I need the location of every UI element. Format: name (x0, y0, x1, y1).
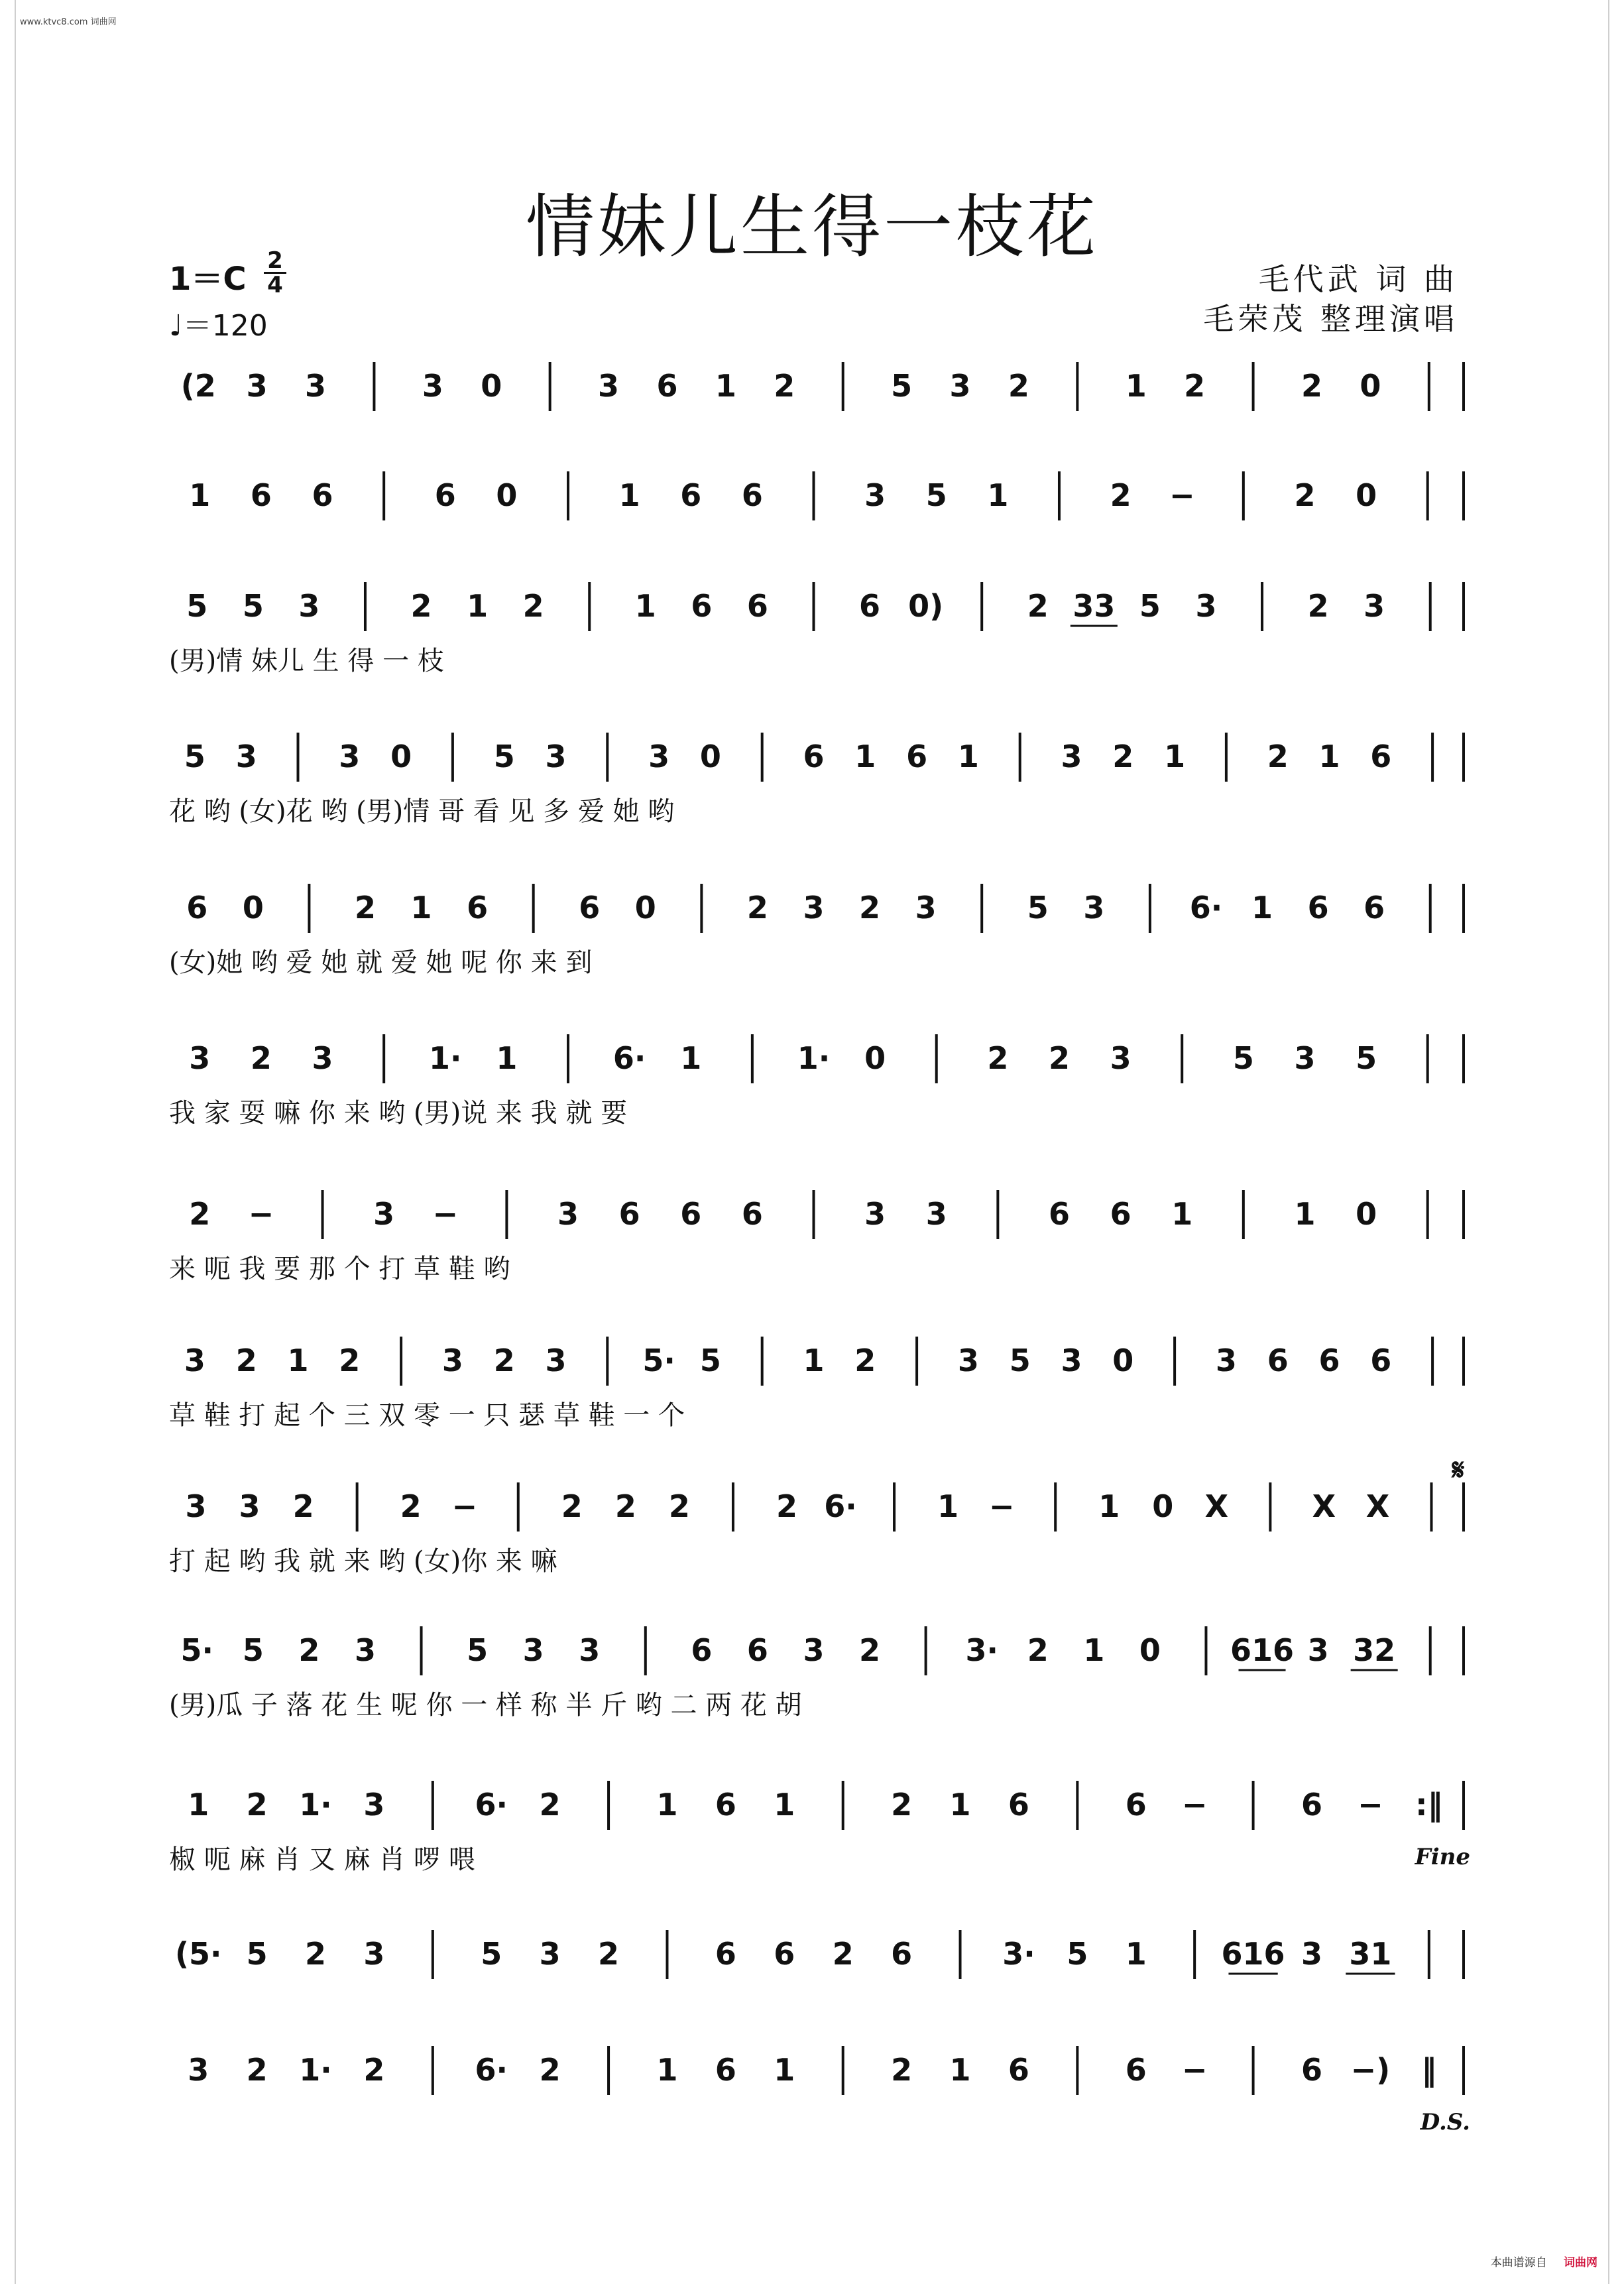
note-token: 1 (1171, 1196, 1193, 1232)
note-token: 6· (475, 1787, 508, 1823)
note-token: 2 (292, 1488, 314, 1524)
note-token: 3 (864, 1196, 886, 1232)
note-token: 3 (246, 368, 268, 404)
note-token: 3· (965, 1632, 998, 1668)
note-token: 1 (803, 1343, 825, 1378)
note-token: 1 (987, 477, 1009, 513)
note-token: 6· (612, 1040, 646, 1076)
note-token: 33 (1073, 588, 1116, 624)
note-token: 1 (1125, 1936, 1147, 1972)
note-token: 3 (522, 1632, 544, 1668)
note-token: 6 (906, 739, 928, 774)
note-token: − (988, 1488, 1015, 1524)
lyrics-line: 打 起 哟 我 就 来 哟 (女)你 来 嘛 (169, 1546, 557, 1577)
note-token: 3 (864, 477, 886, 513)
note-token: 6· (824, 1488, 857, 1524)
note-token: 616 (1221, 1936, 1285, 1972)
note-token: 1 (467, 588, 489, 624)
note-token: :‖ (1415, 1787, 1443, 1823)
note-token: 3 (184, 1343, 205, 1378)
note-token: 5 (1067, 1936, 1088, 1972)
note-token: 5· (642, 1343, 675, 1378)
note-token: 6 (746, 588, 768, 624)
note-token: 2 (363, 2052, 385, 2088)
note-token: 0 (634, 890, 656, 926)
lyrics-line: 我 家 耍 嘛 你 来 哟 (男)说 来 我 就 要 (169, 1098, 628, 1128)
note-token: 5 (699, 1343, 721, 1378)
note-token: 5 (184, 739, 205, 774)
note-token: 1 (656, 1787, 678, 1823)
note-token: 2 (746, 890, 768, 926)
note-token: 5 (467, 1632, 489, 1668)
note-token: 5 (891, 368, 913, 404)
note-token: 0 (1356, 477, 1377, 513)
note-token: 2 (891, 2052, 913, 2088)
note-token: 31 (1349, 1936, 1392, 1972)
note-token: 3 (1061, 1343, 1082, 1378)
note-token: 1 (1318, 739, 1340, 774)
note-token: 0 (864, 1040, 886, 1076)
site-label: www.ktvc8.com 词曲网 (20, 17, 117, 27)
note-token: 5· (180, 1632, 214, 1668)
note-token: 3 (305, 368, 327, 404)
note-token: 1 (188, 1787, 209, 1823)
note-token: 3 (339, 739, 361, 774)
note-token: 3 (545, 739, 567, 774)
footer-text: 本曲谱源自 (1490, 2256, 1547, 2269)
note-token: 1 (774, 2052, 795, 2088)
note-token: 1 (1294, 1196, 1316, 1232)
note-token: 3 (557, 1196, 579, 1232)
note-token: 6 (312, 477, 333, 513)
note-token: 0 (496, 477, 518, 513)
note-token: 1 (1125, 368, 1147, 404)
note-token: 0 (390, 739, 412, 774)
note-token: 2 (189, 1196, 211, 1232)
note-token: 5 (186, 588, 208, 624)
note-token: 1 (634, 588, 656, 624)
note-token: 1 (957, 739, 979, 774)
footer-brand: 词曲网 (1564, 2256, 1597, 2269)
note-token: 2 (298, 1632, 320, 1668)
note-token: (5· (174, 1936, 222, 1972)
note-token: −) (1350, 2052, 1391, 2088)
note-token: 1 (949, 2052, 971, 2088)
note-token: 0 (242, 890, 264, 926)
note-token: 6 (715, 1936, 736, 1972)
note-token: 2 (859, 1632, 881, 1668)
lyrics-line: 椒 呃 麻 肖 又 麻 肖 啰 喂 (169, 1844, 475, 1875)
note-token: 3 (363, 1936, 385, 1972)
note-token: 0 (699, 739, 721, 774)
note-token: 6 (691, 1632, 713, 1668)
note-token: 2 (1027, 588, 1049, 624)
note-token: 6 (1370, 739, 1392, 774)
note-token: 6 (1008, 2052, 1029, 2088)
note-token: 2 (539, 1787, 561, 1823)
note-token: 616 (1230, 1632, 1295, 1668)
note-token: 2 (854, 1343, 876, 1378)
note-token: 6 (1363, 890, 1385, 926)
note-token: 0 (1152, 1488, 1174, 1524)
note-token: 6 (1267, 1343, 1289, 1378)
note-token: 1· (429, 1040, 462, 1076)
time-signature-top: 2 (267, 247, 283, 274)
note-token: − (1181, 2052, 1208, 2088)
footer-source (1491, 2253, 1597, 2269)
tempo-marking: ♩＝120 (169, 309, 268, 343)
note-token: 6· (1189, 890, 1223, 926)
segno-marking: 𝄋 (1452, 1453, 1465, 1487)
note-token: 2 (493, 1343, 515, 1378)
note-token: 1 (854, 739, 876, 774)
note-token: 3 (239, 1488, 261, 1524)
note-token: 1· (299, 2052, 332, 2088)
note-token: 3 (298, 588, 320, 624)
note-token: 2 (1307, 588, 1329, 624)
note-token: 2 (235, 1343, 257, 1378)
note-token: 1 (937, 1488, 959, 1524)
note-token: 6 (1301, 2052, 1322, 2088)
note-token: ‖ (1421, 2052, 1437, 2088)
note-token: 3 (235, 739, 257, 774)
note-token: 3 (803, 1632, 825, 1668)
note-token: 2 (1184, 368, 1206, 404)
note-token: 6 (891, 1936, 913, 1972)
note-token: 2 (250, 1040, 272, 1076)
note-token: 3 (188, 2052, 209, 2088)
note-token: 6 (680, 477, 702, 513)
note-token: 5 (1139, 588, 1161, 624)
note-token: 3 (915, 890, 937, 926)
note-token: 3 (545, 1343, 567, 1378)
note-token: 6 (774, 1936, 795, 1972)
page-title: 情妹儿生得一枝花 (525, 186, 1098, 267)
note-token: 32 (1353, 1632, 1396, 1668)
note-token: 5 (242, 588, 264, 624)
note-token: 1 (287, 1343, 309, 1378)
note-token: 6 (746, 1632, 768, 1668)
note-token: 6 (741, 1196, 763, 1232)
note-token: 0) (908, 588, 944, 624)
note-token: 2 (598, 1936, 620, 1972)
note-token: 1 (1251, 890, 1273, 926)
lyrics-line: 来 呃 我 要 那 个 打 草 鞋 哟 (169, 1254, 510, 1284)
note-token: 2 (1294, 477, 1316, 513)
note-token: 3 (1110, 1040, 1131, 1076)
note-token: 3 (422, 368, 443, 404)
note-token: 1 (656, 2052, 678, 2088)
note-token: 6 (1370, 1343, 1392, 1378)
note-token: 5 (925, 477, 947, 513)
note-token: 6 (691, 588, 713, 624)
note-token: 3· (1002, 1936, 1035, 1972)
time-signature-bottom: 4 (264, 272, 286, 296)
note-token: 2 (246, 1787, 268, 1823)
note-token: 6 (859, 588, 881, 624)
note-token: 6 (467, 890, 489, 926)
note-token: 2 (539, 2052, 561, 2088)
note-token: 1 (680, 1040, 702, 1076)
note-token: 2 (354, 890, 376, 926)
note-token: 2 (1112, 739, 1134, 774)
note-token: 3 (354, 1632, 376, 1668)
note-token: 1· (299, 1787, 332, 1823)
note-token: 2 (668, 1488, 690, 1524)
note-token: 5 (246, 1936, 268, 1972)
note-token: − (451, 1488, 478, 1524)
note-token: 3 (1195, 588, 1217, 624)
note-token: 0 (1112, 1343, 1134, 1378)
note-token: 2 (1027, 1632, 1049, 1668)
note-token: 2 (987, 1040, 1009, 1076)
note-token: 6 (680, 1196, 702, 1232)
note-token: 3 (441, 1343, 463, 1378)
note-token: 6 (1125, 2052, 1147, 2088)
note-token: 6 (656, 368, 678, 404)
note-token: 1 (496, 1040, 518, 1076)
note-token: 1 (1083, 1632, 1105, 1668)
note-token: 1 (410, 890, 432, 926)
note-token: 1 (1098, 1488, 1120, 1524)
note-token: 0 (1360, 368, 1381, 404)
lyrics-line: 草 鞋 打 起 个 三 双 零 一 只 瑟 草 鞋 一 个 (169, 1400, 685, 1431)
note-token: 5 (481, 1936, 502, 1972)
note-token: 3 (373, 1196, 395, 1232)
note-token: 3 (598, 368, 620, 404)
note-token: 2 (832, 1936, 854, 1972)
note-token: 5 (1232, 1040, 1254, 1076)
note-token: 1 (715, 368, 736, 404)
note-token: 2 (400, 1488, 422, 1524)
note-token: − (248, 1196, 274, 1232)
note-token: 6 (1008, 1787, 1029, 1823)
note-token: 2 (522, 588, 544, 624)
note-token: (2 (180, 368, 216, 404)
note-token: 2 (1301, 368, 1322, 404)
note-token: − (1181, 1787, 1208, 1823)
note-token: 3 (312, 1040, 333, 1076)
note-token: 6 (803, 739, 825, 774)
note-token: − (1358, 1787, 1383, 1823)
note-token: 0 (481, 368, 502, 404)
note-token: 6 (741, 477, 763, 513)
note-token: 6 (715, 2052, 736, 2088)
note-token: 2 (891, 1787, 913, 1823)
ds-marking: D.S. (1420, 2109, 1470, 2135)
note-token: 5 (493, 739, 515, 774)
note-token: 6 (715, 1787, 736, 1823)
note-token: 2 (1267, 739, 1289, 774)
note-token: 3 (803, 890, 825, 926)
note-token: 1 (618, 477, 640, 513)
note-token: 6 (579, 890, 601, 926)
note-token: 6 (1318, 1343, 1340, 1378)
note-token: 6 (186, 890, 208, 926)
note-token: 1 (949, 1787, 971, 1823)
note-token: 1 (189, 477, 211, 513)
lyrics-line: (男)瓜 子 落 花 生 呢 你 一 样 称 半 斤 哟 二 两 花 胡 (169, 1690, 802, 1720)
note-token: 3 (1301, 1936, 1322, 1972)
credit-lyricist-composer: 毛代武 词 曲 (1258, 261, 1458, 297)
note-token: 3 (189, 1040, 211, 1076)
note-token: 3 (957, 1343, 979, 1378)
note-token: 5 (1356, 1040, 1377, 1076)
note-token: X (1365, 1488, 1390, 1524)
note-token: 1· (797, 1040, 831, 1076)
note-token: 5 (242, 1632, 264, 1668)
note-token: 2 (561, 1488, 583, 1524)
note-token: 2 (614, 1488, 636, 1524)
note-token: 3 (1083, 890, 1105, 926)
note-token: 2 (776, 1488, 797, 1524)
note-token: 6 (1125, 1787, 1147, 1823)
note-token: 2 (1048, 1040, 1070, 1076)
note-token: 2 (339, 1343, 361, 1378)
note-token: 5 (1027, 890, 1049, 926)
note-token: X (1312, 1488, 1336, 1524)
note-token: 3 (648, 739, 670, 774)
note-token: 6 (1110, 1196, 1131, 1232)
credit-arranger-singer: 毛荣茂 整理演唱 (1203, 301, 1458, 337)
note-token: 1 (1164, 739, 1186, 774)
note-token: 3 (185, 1488, 207, 1524)
note-token: 6 (1048, 1196, 1070, 1232)
note-token: 2 (774, 368, 795, 404)
note-token: − (432, 1196, 459, 1232)
note-token: 6 (1307, 890, 1329, 926)
note-token: 6 (1301, 1787, 1322, 1823)
note-token: X (1204, 1488, 1229, 1524)
note-token: 0 (1139, 1632, 1161, 1668)
note-token: 5 (1009, 1343, 1031, 1378)
note-token: 3 (1363, 588, 1385, 624)
note-token: 3 (1215, 1343, 1237, 1378)
lyrics-line: (男)情 妹儿 生 得 一 枝 (169, 646, 444, 676)
note-token: 3 (539, 1936, 561, 1972)
note-token: 3 (1061, 739, 1082, 774)
note-token: 1 (774, 1787, 795, 1823)
note-token: 6 (434, 477, 456, 513)
note-token: 2 (1110, 477, 1131, 513)
note-token: − (1169, 477, 1195, 513)
note-token: 3 (363, 1787, 385, 1823)
note-token: 3 (925, 1196, 947, 1232)
note-token: 3 (1294, 1040, 1316, 1076)
note-token: 6· (475, 2052, 508, 2088)
note-token: 2 (246, 2052, 268, 2088)
note-token: 0 (1356, 1196, 1377, 1232)
note-token: 2 (1008, 368, 1029, 404)
note-token: 3 (1307, 1632, 1329, 1668)
key-signature: 1＝C (169, 261, 247, 298)
fine-marking: Fine (1415, 1844, 1470, 1870)
lyrics-line: (女)她 哟 爱 她 就 爱 她 呢 你 来 到 (169, 947, 593, 978)
note-token: 3 (579, 1632, 601, 1668)
note-token: 2 (305, 1936, 327, 1972)
note-token: 6 (250, 477, 272, 513)
note-token: 3 (949, 368, 971, 404)
note-token: 6 (618, 1196, 640, 1232)
note-token: 2 (410, 588, 432, 624)
lyrics-line: 花 哟 (女)花 哟 (男)情 哥 看 见 多 爱 她 哟 (169, 796, 675, 827)
note-token: 2 (859, 890, 881, 926)
